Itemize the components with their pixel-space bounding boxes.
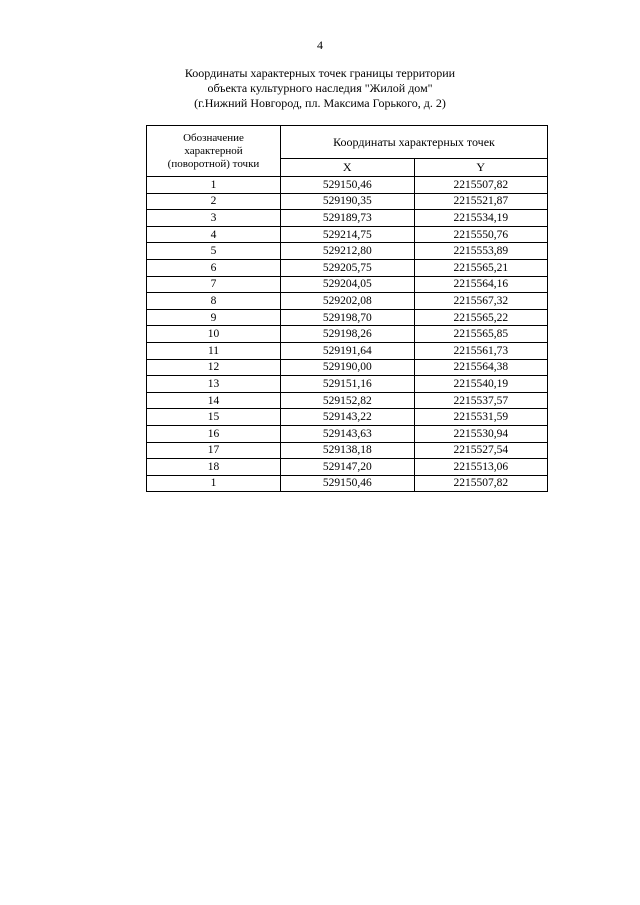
header-point-designation xyxy=(147,126,281,177)
y-coordinate-cell: 2215540,19 xyxy=(414,376,548,393)
x-coordinate-cell: 529189,73 xyxy=(281,210,415,227)
table-row xyxy=(147,259,548,276)
y-coordinate-cell: 2215565,85 xyxy=(414,326,548,343)
header-point-line-2: характерной xyxy=(184,144,243,157)
document-title xyxy=(0,66,640,111)
title-line-2: объекта культурного наследия "Жилой дом" xyxy=(207,81,433,95)
y-coordinate-cell: 2215507,82 xyxy=(414,475,548,492)
point-number-cell: 2 xyxy=(147,193,281,210)
point-number-cell: 17 xyxy=(147,442,281,459)
table-row xyxy=(147,177,548,194)
y-coordinate-cell: 2215564,38 xyxy=(414,359,548,376)
coordinates-table xyxy=(146,125,548,492)
point-number-cell: 12 xyxy=(147,359,281,376)
x-coordinate-cell: 529147,20 xyxy=(281,459,415,476)
point-number-cell: 1 xyxy=(147,177,281,194)
x-coordinate-cell: 529191,64 xyxy=(281,342,415,359)
x-coordinate-cell: 529138,18 xyxy=(281,442,415,459)
table-row xyxy=(147,459,548,476)
table-body xyxy=(147,177,548,492)
x-coordinate-cell: 529190,00 xyxy=(281,359,415,376)
x-coordinate-cell: 529143,63 xyxy=(281,425,415,442)
table-row xyxy=(147,293,548,310)
table-row xyxy=(147,309,548,326)
table-row xyxy=(147,442,548,459)
table-row xyxy=(147,376,548,393)
y-coordinate-cell: 2215550,76 xyxy=(414,226,548,243)
y-coordinate-cell: 2215527,54 xyxy=(414,442,548,459)
point-number-cell: 5 xyxy=(147,243,281,260)
y-coordinate-cell: 2215537,57 xyxy=(414,392,548,409)
y-coordinate-cell: 2215564,16 xyxy=(414,276,548,293)
x-coordinate-cell: 529152,82 xyxy=(281,392,415,409)
y-coordinate-cell: 2215534,19 xyxy=(414,210,548,227)
point-number-cell: 15 xyxy=(147,409,281,426)
table-row xyxy=(147,392,548,409)
x-coordinate-cell: 529205,75 xyxy=(281,259,415,276)
y-coordinate-cell: 2215530,94 xyxy=(414,425,548,442)
point-number-cell: 6 xyxy=(147,259,281,276)
table-row xyxy=(147,359,548,376)
point-number-cell: 3 xyxy=(147,210,281,227)
x-coordinate-cell: 529151,16 xyxy=(281,376,415,393)
table-row xyxy=(147,226,548,243)
title-line-1: Координаты характерных точек границы территории xyxy=(184,66,456,80)
y-coordinate-cell: 2215567,32 xyxy=(414,293,548,310)
point-number-cell: 11 xyxy=(147,342,281,359)
header-y: Y xyxy=(414,159,548,177)
table-row xyxy=(147,475,548,492)
y-coordinate-cell: 2215507,82 xyxy=(414,177,548,194)
header-point-line-1: Обозначение xyxy=(183,131,244,144)
header-x: X xyxy=(281,159,415,177)
point-number-cell: 14 xyxy=(147,392,281,409)
x-coordinate-cell: 529202,08 xyxy=(281,293,415,310)
y-coordinate-cell: 2215553,89 xyxy=(414,243,548,260)
y-coordinate-cell: 2215565,21 xyxy=(414,259,548,276)
point-number-cell: 7 xyxy=(147,276,281,293)
page-number: 4 xyxy=(317,38,323,52)
x-coordinate-cell: 529143,22 xyxy=(281,409,415,426)
x-coordinate-cell: 529204,05 xyxy=(281,276,415,293)
x-coordinate-cell: 529190,35 xyxy=(281,193,415,210)
table-header-row xyxy=(147,126,548,159)
table-row xyxy=(147,193,548,210)
header-point-line-3: (поворотной) точки xyxy=(167,157,260,170)
point-number-cell: 16 xyxy=(147,425,281,442)
table-row xyxy=(147,409,548,426)
point-number-cell: 8 xyxy=(147,293,281,310)
table-row xyxy=(147,276,548,293)
x-coordinate-cell: 529198,70 xyxy=(281,309,415,326)
point-number-cell: 1 xyxy=(147,475,281,492)
table-row xyxy=(147,326,548,343)
x-coordinate-cell: 529212,80 xyxy=(281,243,415,260)
y-coordinate-cell: 2215513,06 xyxy=(414,459,548,476)
table-row xyxy=(147,243,548,260)
point-number-cell: 10 xyxy=(147,326,281,343)
table-row xyxy=(147,342,548,359)
title-line-3: (г.Нижний Новгород, пл. Максима Горького, д. 2) xyxy=(194,96,446,110)
y-coordinate-cell: 2215521,87 xyxy=(414,193,548,210)
y-coordinate-cell: 2215531,59 xyxy=(414,409,548,426)
point-number-cell: 9 xyxy=(147,309,281,326)
point-number-cell: 4 xyxy=(147,226,281,243)
header-coordinates: Координаты характерных точек xyxy=(281,126,548,159)
point-number-cell: 13 xyxy=(147,376,281,393)
y-coordinate-cell: 2215561,73 xyxy=(414,342,548,359)
y-coordinate-cell: 2215565,22 xyxy=(414,309,548,326)
x-coordinate-cell: 529150,46 xyxy=(281,177,415,194)
x-coordinate-cell: 529150,46 xyxy=(281,475,415,492)
x-coordinate-cell: 529198,26 xyxy=(281,326,415,343)
x-coordinate-cell: 529214,75 xyxy=(281,226,415,243)
table-row xyxy=(147,210,548,227)
point-number-cell: 18 xyxy=(147,459,281,476)
table-row xyxy=(147,425,548,442)
